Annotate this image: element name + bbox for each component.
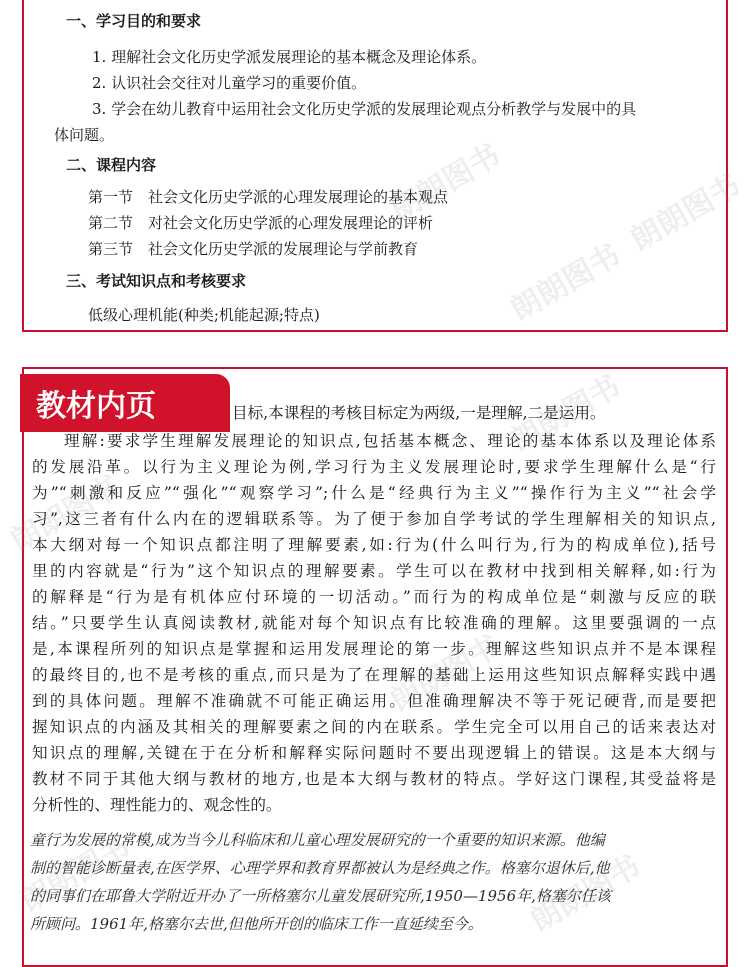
watermark: 朗朗图书 [15, 828, 137, 920]
objective-item: 2. 认识社会交往对儿童学习的重要价值。 [92, 74, 367, 92]
text-line: 是,本课程所列的知识点是掌握和运用发展理论的第一步。理解这些知识点并不是本课程 [32, 640, 716, 658]
text-line: 分析性的、理性能力的、观念性的。 [32, 796, 282, 814]
section-heading-objectives: 一、学习目的和要求 [66, 12, 202, 30]
text-line: 的发展沿革。以行为主义理论为例,学习行为主义发展理论时,要求学生理解什么是“行 [32, 458, 716, 476]
chapter-item: 第二节 对社会文化历史学派的心理发展理论的评析 [88, 214, 434, 232]
text-line: 知识点的理解,关键在于在分析和解释实际问题时不要出现逻辑上的错误。这是本大纲与 [32, 744, 716, 762]
text-line: 理解:要求学生理解发展理论的知识点,包括基本概念、理论的基本体系以及理论体系 [64, 432, 716, 450]
paragraph-body [32, 428, 716, 818]
text-line: 习”,这三者有什么内在的逻辑联系等。为了便于参加自学考试的学生理解相关的知识点, [32, 510, 716, 528]
watermark: 朗朗图书 [385, 137, 507, 229]
text-line: 结。”只要学生认真阅读教材,就能对每个知识点有比较准确的理解。这里要强调的一点 [32, 614, 716, 632]
watermark: 朗朗图书 [505, 237, 627, 329]
watermark: 朗朗图书 [5, 468, 127, 560]
paragraph-intro [232, 400, 716, 426]
text-line: 本大纲对每一个知识点都注明了理解要素,如:行为(什么叫行为,行为的构成单位),括号 [32, 536, 716, 554]
chapter-item: 第三节 社会文化历史学派的发展理论与学前教育 [88, 240, 419, 258]
section-heading-exam: 三、考试知识点和考核要求 [66, 272, 247, 290]
text-line: 的解释是“行为是有机体应付环境的一切活动。”而行为的构成单位是“刺激与反应的联 [32, 588, 716, 606]
section-heading-contents: 二、课程内容 [66, 156, 157, 174]
objective-item: 3. 学会在幼儿教育中运用社会文化历史学派的发展理论观点分析教学与发展中的具 [92, 100, 637, 118]
text-line: 童行为发展的常模,成为当今儿科临床和儿童心理发展研究的一个重要的知识来源。他编 [30, 831, 605, 849]
watermark: 朗朗图书 [385, 628, 507, 720]
watermark: 朗朗图书 [625, 167, 747, 259]
text-line: 为”“刺激和反应”“强化”“观察学习”;什么是“经典行为主义”“操作行为主义”“社会学 [32, 484, 716, 502]
textbook-page-badge: 教材内页 [20, 374, 230, 432]
text-line: 的同事们在耶鲁大学附近开办了一所格塞尔儿童发展研究所,1950—1956年,格塞尔任该 [30, 887, 611, 905]
text-line: 所顾问。1961年,格塞尔去世,但他所开创的临床工作一直延续至今。 [30, 915, 483, 933]
watermark: 朗朗图书 [525, 848, 647, 940]
objective-item: 体问题。 [54, 126, 115, 144]
objective-item: 1. 理解社会文化历史学派发展理论的基本概念及理论体系。 [92, 48, 487, 66]
exam-item: 低级心理机能(种类;机能起源;特点) [88, 306, 320, 324]
text-line: 教材不同于其他大纲与教材的地方,也是本大纲与教材的特点。学好这门课程,其受益将是 [32, 770, 716, 788]
text-line: 里的内容就是“行为”这个知识点的理解要素。学生可以在教材中找到相关解释,如:行为 [32, 562, 716, 580]
paragraph-lower [30, 826, 720, 938]
text-line: 握知识点的内涵及其相关的理解要素之间的内在联系。学生完全可以用自己的话来表达对 [32, 718, 716, 736]
text-line: 目标,本课程的考核目标定为两级,一是理解,二是运用。 [232, 404, 606, 422]
text-line: 的最终目的,也不是考核的重点,而只是为了在理解的基础上运用这些知识点解释实践中遇 [32, 666, 716, 684]
chapter-item: 第一节 社会文化历史学派的心理发展理论的基本观点 [88, 188, 449, 206]
text-line: 制的智能诊断量表,在医学界、心理学界和教育界都被认为是经典之作。格塞尔退休后,他 [30, 859, 610, 877]
text-line: 到的具体问题。理解不准确就不可能正确运用。但准确理解决不等于死记硬背,而是要把 [32, 692, 716, 710]
watermark: 朗朗图书 [505, 368, 627, 460]
